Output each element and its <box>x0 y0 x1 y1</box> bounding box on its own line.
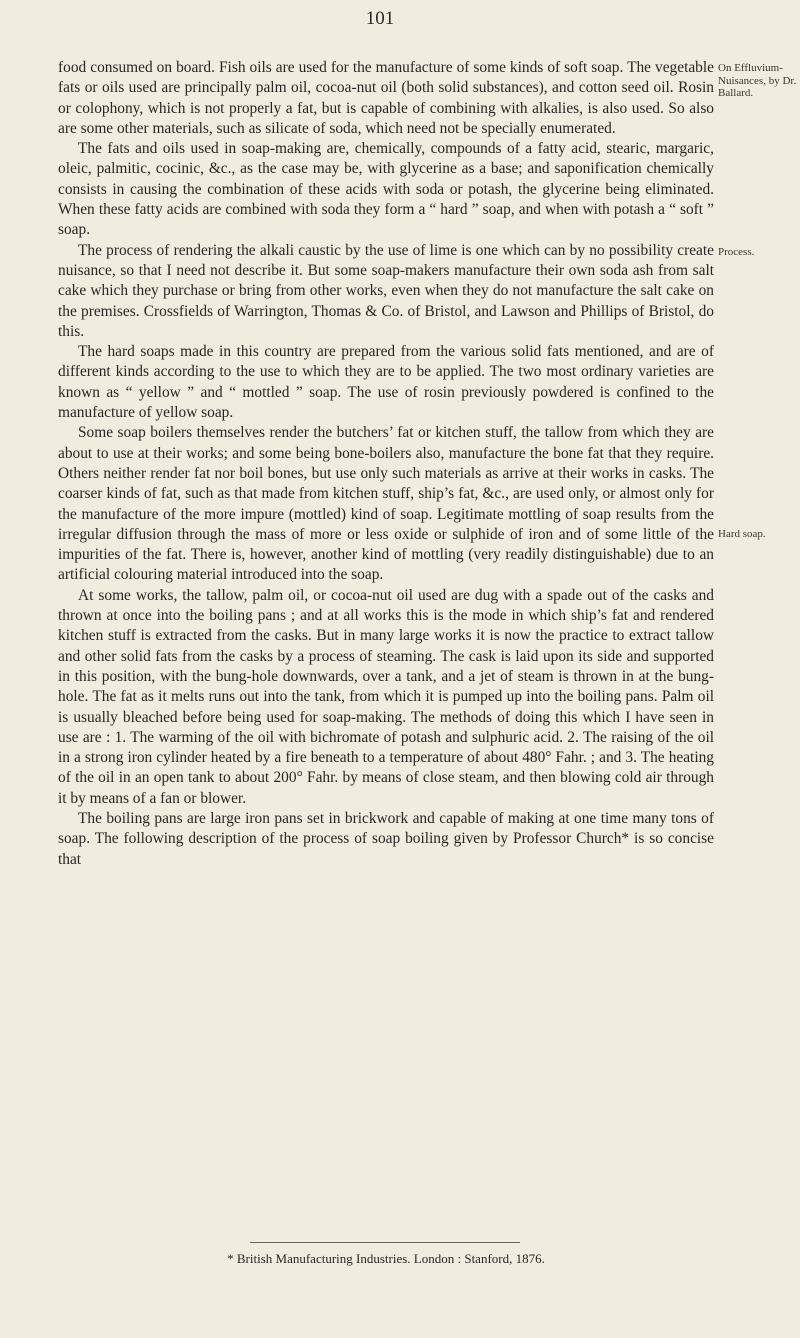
margin-note-process: Process. <box>718 246 755 258</box>
paragraph-chemistry: The fats and oils used in soap-making are, chemically, compounds of a fatty acid, stearic, margaric, oleic, palmitic, cocinic, &c., as the case may be, with glycerine as a base; and saponification chemically consists in causing the combination of these acids with soda or potash, the glycerine being eliminated. When these fatty acids are combined with soda they form a “ hard ” soap, and when with potash a “ soft ” soap. <box>58 140 714 239</box>
paragraph-boiling-pans: The boiling pans are large iron pans set in brickwork and capable of making at one time many tons of soap. The following description of the process of soap boiling given by Professor Church* is so concise that <box>58 809 714 868</box>
footnote-rule <box>250 1242 520 1243</box>
paragraph-extraction: At some works, the tallow, palm oil, or cocoa-nut oil used are dug with a spade out of the casks and thrown at once into the boiling pans ; and at all works this is the mode in which ship’s fat and rendered kitchen stuff is extracted from the casks. But in many large works it is now the practice to extract tallow and other solid fats from the casks by a process of steaming. The cask is laid upon its side and supported in this position, with the bung-hole downwards, over a tank, and a jet of steam is thrown in at the bung-hole. The fat as it melts runs out into the tank, from which it is pumped up into the boiling pans. Palm oil is usually bleached before being used for soap-making. The methods of doing this which I have seen in use are : 1. The warming of the oil with bichromate of potash and sulphuric acid. 2. The raising of the oil in a strong iron cylinder heated by a fire beneath to a temperature of about 480° Fahr. ; and 3. The heating of the oil in an open tank to about 200° Fahr. by means of close steam, and then blowing cold air through it by means of a fan or blower. <box>58 586 714 807</box>
margin-note-hard-soap: Hard soap. <box>718 528 766 540</box>
margin-note-effluvium: On Effluvium-Nuisances, by Dr. Ballard. <box>718 62 797 99</box>
paragraph-fats-and-oils: food consumed on board. Fish oils are used for the manufacture of some kinds of soft soap. The vegetable fats or oils used are principally palm oil, cocoa-nut oil (both solid substances), and cotton seed oil. Rosin or colophony, which is not properly a fat, but is capable of combining with alkalies, is also used. So also are some other materials, such as silicate of soda, which need not be specially enumerated. <box>58 59 714 137</box>
body-text <box>58 58 714 870</box>
paragraph-rendering: Some soap boilers themselves render the butchers’ fat or kitchen stuff, the tallow from which they are about to use at their works; and some being bone-boilers also, manufacture the bone fat that they require. Others neither render fat nor boil bones, but use only such materials as arrive at their works in casks. The coarser kinds of fat, such as that made from kitchen stuff, ship’s fat, &c., are used only, or almost only for the manufacture of the more impure (mottled) kind of soap. Legitimate mottling of soap results from the irregular diffusion through the mass of more or less oxide or sulphide of iron and of some little of the impurities of the fat. There is, however, another kind of mottling (very readily distinguishable) due to an artificial colouring material introduced into the soap. <box>58 424 714 584</box>
footnote: * British Manufacturing Industries. London : Stanford, 1876. <box>227 1251 545 1266</box>
paragraph-hard-soaps: The hard soaps made in this country are prepared from the various solid fats mentioned, and are of different kinds according to the use to which they are to be applied. The two most ordinary varieties are known as “ yellow ” and “ mottled ” soap. The use of rosin previously powdered is confined to the manufacture of yellow soap. <box>58 343 714 422</box>
paragraph-caustic-alkali: The process of rendering the alkali caustic by the use of lime is one which can by no possibility create nuisance, so that I need not describe it. But some soap-makers manufacture their own soda ash from salt cake which they purchase or bring from other works, even when they do not manufacture the salt cake on the premises. Crossfields of Warrington, Thomas & Co. of Bristol, and Lawson and Phillips of Bristol, do this. <box>58 241 714 340</box>
page-number: 101 <box>365 8 395 29</box>
